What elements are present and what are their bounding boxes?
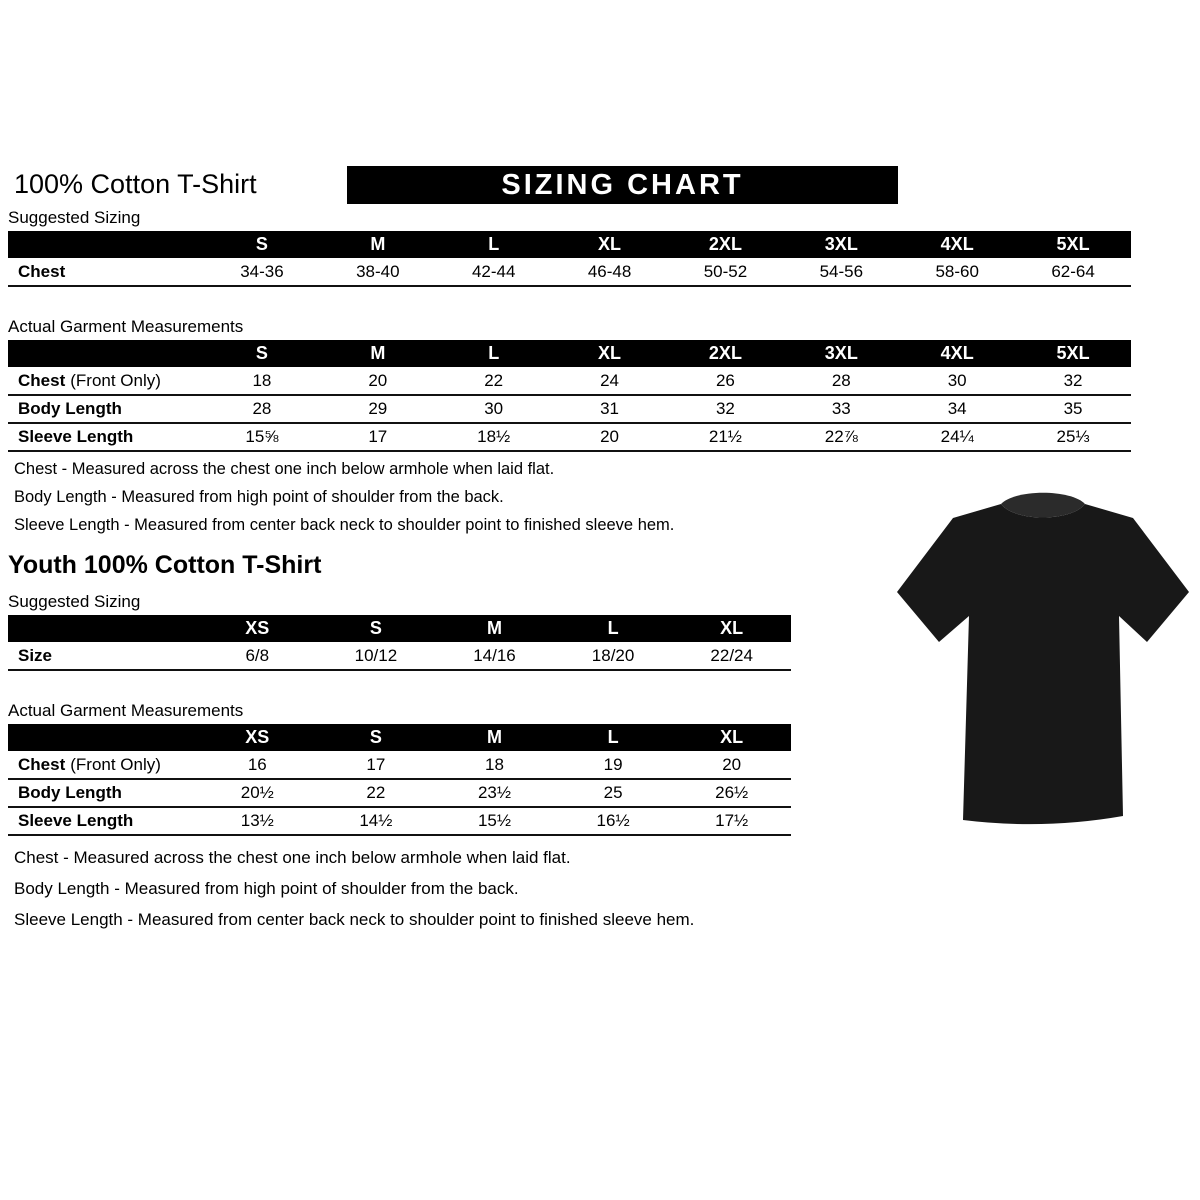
note-body-length: Body Length - Measured from high point of shoulder from the back. (14, 488, 504, 506)
column-header: 3XL (783, 231, 899, 258)
column-header: XS (198, 724, 317, 751)
cell: 15⅝ (204, 423, 320, 451)
table-row (8, 423, 1131, 451)
table-row (8, 367, 1131, 395)
page-title: 100% Cotton T-Shirt (14, 169, 257, 199)
row-label: Chest (18, 754, 66, 774)
cell: 25 (554, 779, 673, 807)
row-label: Sleeve Length (18, 427, 134, 446)
cell: 46-48 (552, 258, 668, 286)
row-label: Sleeve Length (18, 811, 134, 830)
row-label-cell (8, 751, 198, 779)
cell: 18 (204, 367, 320, 395)
row-label: Body Length (18, 399, 122, 418)
row-label: Chest (18, 261, 66, 281)
column-header: 3XL (783, 340, 899, 367)
row-label-cell (8, 779, 198, 807)
cell: 16 (198, 751, 317, 779)
column-header: L (554, 724, 673, 751)
row-label-cell (8, 807, 198, 835)
cell: 32 (1015, 367, 1131, 395)
youth-suggested-sizing-label: Suggested Sizing (8, 592, 141, 611)
note-body-length: Body Length - Measured from high point of shoulder from the back. (14, 879, 519, 898)
cell: 58-60 (899, 258, 1015, 286)
row-label: Body Length (18, 783, 122, 802)
cell: 6/8 (198, 642, 317, 670)
cell: 14½ (317, 807, 436, 835)
column-header: XS (198, 615, 317, 642)
cell: 10/12 (317, 642, 436, 670)
column-header: S (204, 340, 320, 367)
column-header: S (317, 615, 436, 642)
column-header: M (320, 231, 436, 258)
table-header-row (8, 724, 791, 751)
cell: 25⅓ (1015, 423, 1131, 451)
youth-actual-measurements-label: Actual Garment Measurements (8, 701, 244, 720)
row-label: Size (18, 645, 53, 665)
corner-cell (8, 340, 204, 367)
table-header-row (8, 615, 791, 642)
table-row (8, 807, 791, 835)
column-header: XL (552, 231, 668, 258)
row-label-cell (8, 642, 198, 670)
table-row (8, 395, 1131, 423)
cell: 38-40 (320, 258, 436, 286)
youth-actual-measurements-table (8, 724, 791, 836)
cell: 42-44 (436, 258, 552, 286)
cell: 26 (668, 367, 784, 395)
corner-cell (8, 615, 198, 642)
column-header: S (204, 231, 320, 258)
corner-cell (8, 724, 198, 751)
cell: 18/20 (554, 642, 673, 670)
column-header: L (436, 231, 552, 258)
row-label-cell (8, 258, 204, 286)
page-header (0, 166, 1200, 206)
youth-measurement-notes (14, 848, 1200, 930)
table-row (8, 751, 791, 779)
cell: 21½ (668, 423, 784, 451)
corner-cell (8, 231, 204, 258)
cell: 22 (317, 779, 436, 807)
note-chest: Chest - Measured across the chest one inch below armhole when laid flat. (14, 848, 571, 867)
cell: 17 (317, 751, 436, 779)
table-header-row (8, 340, 1131, 367)
cell: 13½ (198, 807, 317, 835)
cell: 23½ (435, 779, 554, 807)
cell: 20½ (198, 779, 317, 807)
adult-suggested-sizing-label: Suggested Sizing (8, 208, 141, 227)
cell: 18½ (436, 423, 552, 451)
row-label-suffix: (Front Only) (70, 754, 161, 774)
cell: 35 (1015, 395, 1131, 423)
cell: 20 (672, 751, 791, 779)
youth-suggested-sizing-table (8, 615, 791, 671)
column-header: L (554, 615, 673, 642)
cell: 22⅞ (783, 423, 899, 451)
column-header: 2XL (668, 231, 784, 258)
cell: 24 (552, 367, 668, 395)
column-header: M (435, 615, 554, 642)
cell: 17½ (672, 807, 791, 835)
cell: 22/24 (672, 642, 791, 670)
column-header: 4XL (899, 231, 1015, 258)
note-chest: Chest - Measured across the chest one inch below armhole when laid flat. (14, 460, 555, 478)
cell: 50-52 (668, 258, 784, 286)
cell: 15½ (435, 807, 554, 835)
column-header: XL (552, 340, 668, 367)
adult-suggested-sizing-table (8, 231, 1131, 287)
column-header: 5XL (1015, 231, 1131, 258)
table-row (8, 642, 791, 670)
cell: 33 (783, 395, 899, 423)
cell: 32 (668, 395, 784, 423)
cell: 31 (552, 395, 668, 423)
column-header: L (436, 340, 552, 367)
tshirt-body-shape (897, 504, 1189, 824)
tshirt-image (893, 476, 1193, 838)
cell: 54-56 (783, 258, 899, 286)
column-header: 2XL (668, 340, 784, 367)
cell: 20 (552, 423, 668, 451)
cell: 14/16 (435, 642, 554, 670)
column-header: 4XL (899, 340, 1015, 367)
cell: 62-64 (1015, 258, 1131, 286)
column-header: XL (672, 615, 791, 642)
adult-actual-measurements-table (8, 340, 1131, 452)
column-header: 5XL (1015, 340, 1131, 367)
cell: 28 (204, 395, 320, 423)
cell: 16½ (554, 807, 673, 835)
row-label-cell (8, 395, 204, 423)
row-label: Chest (18, 370, 66, 390)
note-sleeve-length: Sleeve Length - Measured from center back neck to shoulder point to finished sleeve hem. (14, 910, 695, 929)
cell: 18 (435, 751, 554, 779)
cell: 34-36 (204, 258, 320, 286)
row-label-cell (8, 367, 204, 395)
column-header: M (320, 340, 436, 367)
column-header: S (317, 724, 436, 751)
cell: 29 (320, 395, 436, 423)
row-label-suffix: (Front Only) (70, 370, 161, 390)
cell: 24¼ (899, 423, 1015, 451)
cell: 34 (899, 395, 1015, 423)
cell: 30 (436, 395, 552, 423)
cell: 19 (554, 751, 673, 779)
cell: 26½ (672, 779, 791, 807)
table-header-row (8, 231, 1131, 258)
cell: 30 (899, 367, 1015, 395)
adult-actual-measurements-label: Actual Garment Measurements (8, 317, 244, 336)
cell: 28 (783, 367, 899, 395)
sizing-chart-banner: SIZING CHART (347, 166, 898, 204)
row-label-cell (8, 423, 204, 451)
table-row (8, 779, 791, 807)
note-sleeve-length: Sleeve Length - Measured from center back neck to shoulder point to finished sleeve hem. (14, 516, 675, 534)
cell: 17 (320, 423, 436, 451)
cell: 22 (436, 367, 552, 395)
column-header: M (435, 724, 554, 751)
column-header: XL (672, 724, 791, 751)
cell: 20 (320, 367, 436, 395)
table-row (8, 258, 1131, 286)
youth-section-title: Youth 100% Cotton T-Shirt (8, 551, 322, 579)
